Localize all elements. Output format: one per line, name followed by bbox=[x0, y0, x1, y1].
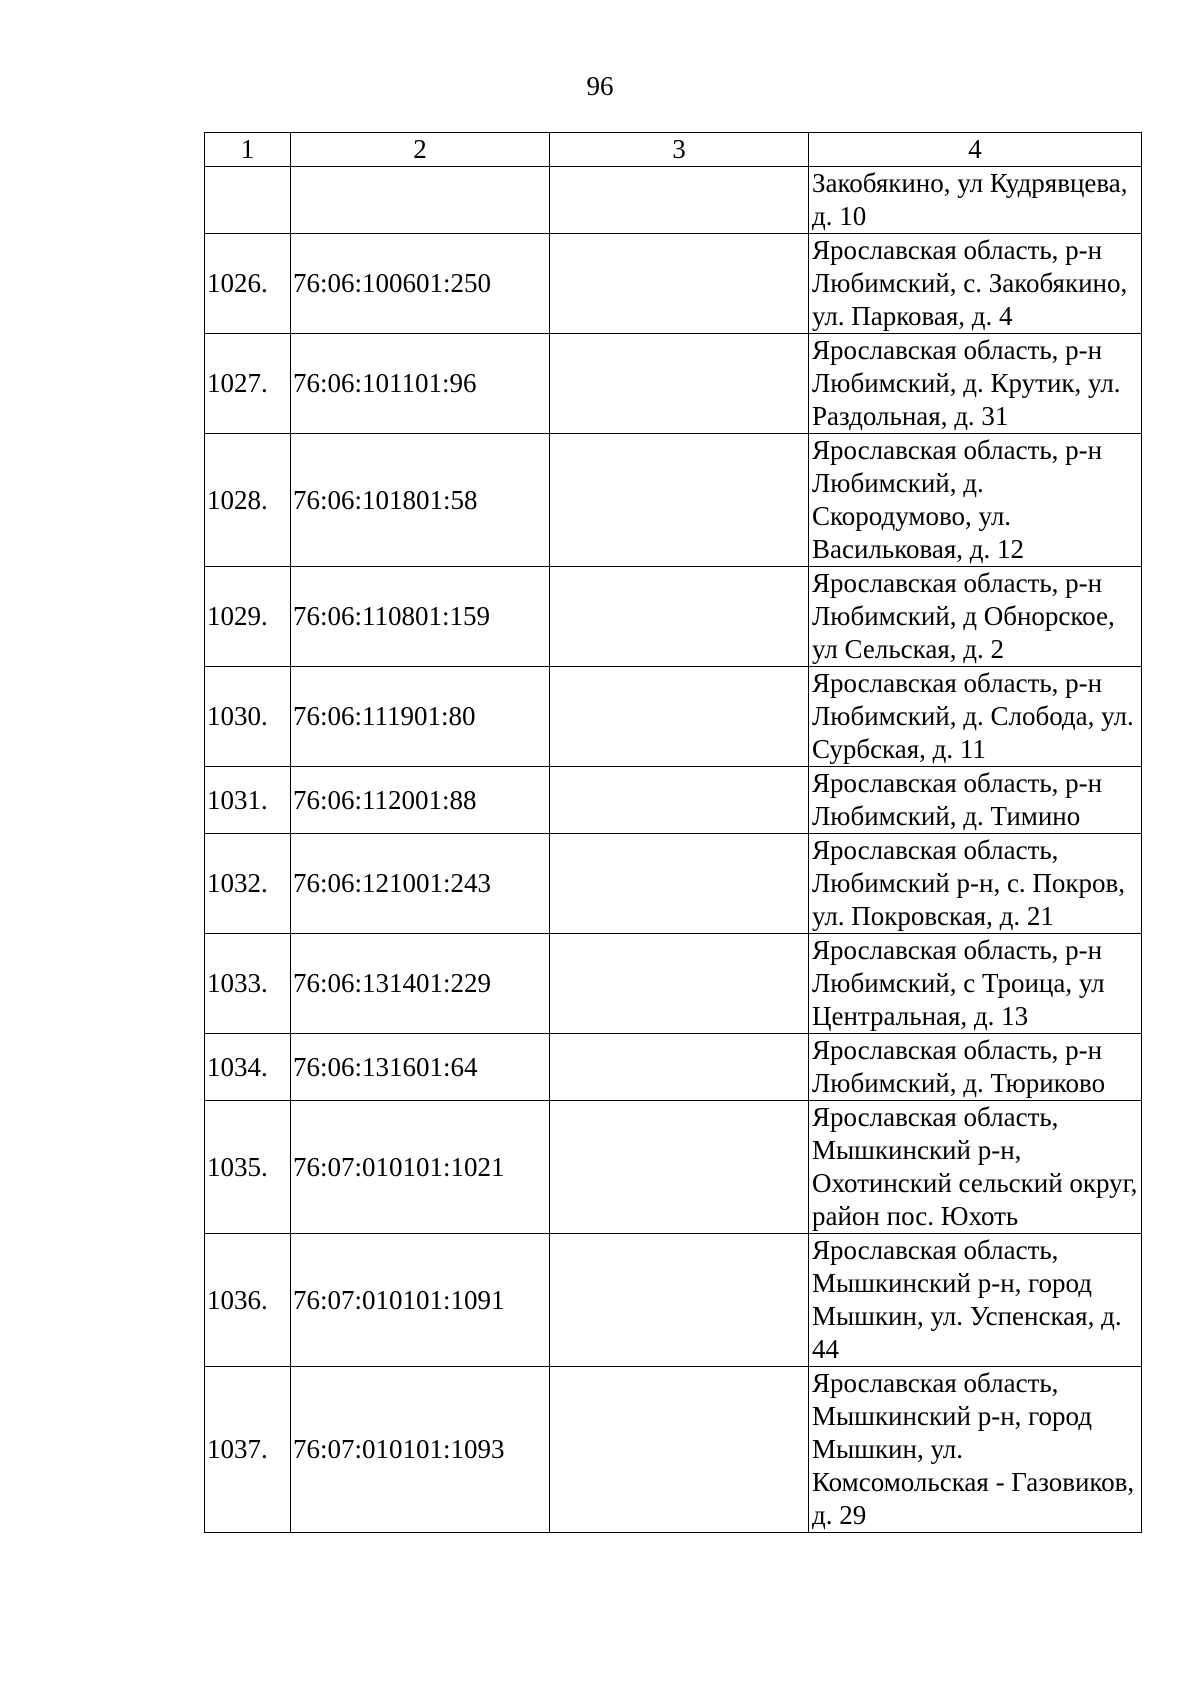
table-row bbox=[205, 1367, 1142, 1533]
column-3-cell bbox=[550, 667, 809, 767]
column-3-cell bbox=[550, 234, 809, 334]
table-row bbox=[205, 767, 1142, 834]
table-body bbox=[205, 167, 1142, 1533]
column-3-cell bbox=[550, 567, 809, 667]
cadastral-number-cell: 76:06:131601:64 bbox=[291, 1034, 550, 1101]
row-number-cell: 1026. bbox=[205, 234, 291, 334]
cadastral-number-cell: 76:07:010101:1093 bbox=[291, 1367, 550, 1533]
table-header-row bbox=[205, 133, 1142, 167]
address-cell: Ярославская область, р-н Любимский, д. Тимино bbox=[809, 767, 1142, 834]
address-cell: Ярославская область, р-н Любимский, д. Слобода, ул. Сурбская, д. 11 bbox=[809, 667, 1142, 767]
column-3-cell bbox=[550, 1034, 809, 1101]
address-cell: Ярославская область, р-н Любимский, с Троица, ул Центральная, д. 13 bbox=[809, 934, 1142, 1034]
column-header-3: 3 bbox=[550, 133, 809, 167]
cadastral-number-cell: 76:06:111901:80 bbox=[291, 667, 550, 767]
cadastral-number-cell: 76:06:101801:58 bbox=[291, 434, 550, 567]
row-number-cell bbox=[205, 167, 291, 234]
row-number-cell: 1031. bbox=[205, 767, 291, 834]
address-cell: Ярославская область, Мышкинский р-н, Охотинский сельский округ, район пос. Юхоть bbox=[809, 1101, 1142, 1234]
row-number-cell: 1033. bbox=[205, 934, 291, 1034]
table-row bbox=[205, 1234, 1142, 1367]
row-number-cell: 1029. bbox=[205, 567, 291, 667]
row-number-cell: 1035. bbox=[205, 1101, 291, 1234]
cadastral-number-cell bbox=[291, 167, 550, 234]
address-cell: Ярославская область, Мышкинский р-н, город Мышкин, ул. Комсомольская - Газовиков, д. 29 bbox=[809, 1367, 1142, 1533]
cadastral-number-cell: 76:06:131401:229 bbox=[291, 934, 550, 1034]
table-row bbox=[205, 1101, 1142, 1234]
cadastral-number-cell: 76:07:010101:1021 bbox=[291, 1101, 550, 1234]
row-number-cell: 1028. bbox=[205, 434, 291, 567]
row-number-cell: 1037. bbox=[205, 1367, 291, 1533]
table-row bbox=[205, 567, 1142, 667]
address-cell: Ярославская область, р-н Любимский, д. Тюриково bbox=[809, 1034, 1142, 1101]
row-number-cell: 1032. bbox=[205, 834, 291, 934]
page-number: 96 bbox=[586, 71, 614, 101]
table-row bbox=[205, 834, 1142, 934]
column-3-cell bbox=[550, 767, 809, 834]
table-row bbox=[205, 934, 1142, 1034]
column-header-4: 4 bbox=[809, 133, 1142, 167]
column-3-cell bbox=[550, 834, 809, 934]
row-number-cell: 1034. bbox=[205, 1034, 291, 1101]
address-cell: Ярославская область, р-н Любимский, с. Закобякино, ул. Парковая, д. 4 bbox=[809, 234, 1142, 334]
column-3-cell bbox=[550, 434, 809, 567]
cadastral-number-cell: 76:07:010101:1091 bbox=[291, 1234, 550, 1367]
registry-table bbox=[204, 132, 1142, 1533]
table-row bbox=[205, 167, 1142, 234]
cadastral-number-cell: 76:06:101101:96 bbox=[291, 334, 550, 434]
column-3-cell bbox=[550, 1101, 809, 1234]
address-cell: Ярославская область, Любимский р-н, с. Покров, ул. Покровская, д. 21 bbox=[809, 834, 1142, 934]
column-3-cell bbox=[550, 1367, 809, 1533]
cadastral-number-cell: 76:06:100601:250 bbox=[291, 234, 550, 334]
row-number-cell: 1027. bbox=[205, 334, 291, 434]
column-header-1: 1 bbox=[205, 133, 291, 167]
table-row bbox=[205, 434, 1142, 567]
row-number-cell: 1036. bbox=[205, 1234, 291, 1367]
column-3-cell bbox=[550, 334, 809, 434]
cadastral-number-cell: 76:06:121001:243 bbox=[291, 834, 550, 934]
column-3-cell bbox=[550, 934, 809, 1034]
cadastral-number-cell: 76:06:112001:88 bbox=[291, 767, 550, 834]
column-header-2: 2 bbox=[291, 133, 550, 167]
row-number-cell: 1030. bbox=[205, 667, 291, 767]
cadastral-number-cell: 76:06:110801:159 bbox=[291, 567, 550, 667]
table-row bbox=[205, 667, 1142, 767]
column-3-cell bbox=[550, 1234, 809, 1367]
table-row bbox=[205, 234, 1142, 334]
address-cell: Ярославская область, р-н Любимский, д Обнорское, ул Сельская, д. 2 bbox=[809, 567, 1142, 667]
address-cell: Закобякино, ул Кудрявцева, д. 10 bbox=[809, 167, 1142, 234]
address-cell: Ярославская область, Мышкинский р-н, город Мышкин, ул. Успенская, д. 44 bbox=[809, 1234, 1142, 1367]
table-row bbox=[205, 1034, 1142, 1101]
table-row bbox=[205, 334, 1142, 434]
column-3-cell bbox=[550, 167, 809, 234]
address-cell: Ярославская область, р-н Любимский, д. Крутик, ул. Раздольная, д. 31 bbox=[809, 334, 1142, 434]
address-cell: Ярославская область, р-н Любимский, д. Скородумово, ул. Васильковая, д. 12 bbox=[809, 434, 1142, 567]
